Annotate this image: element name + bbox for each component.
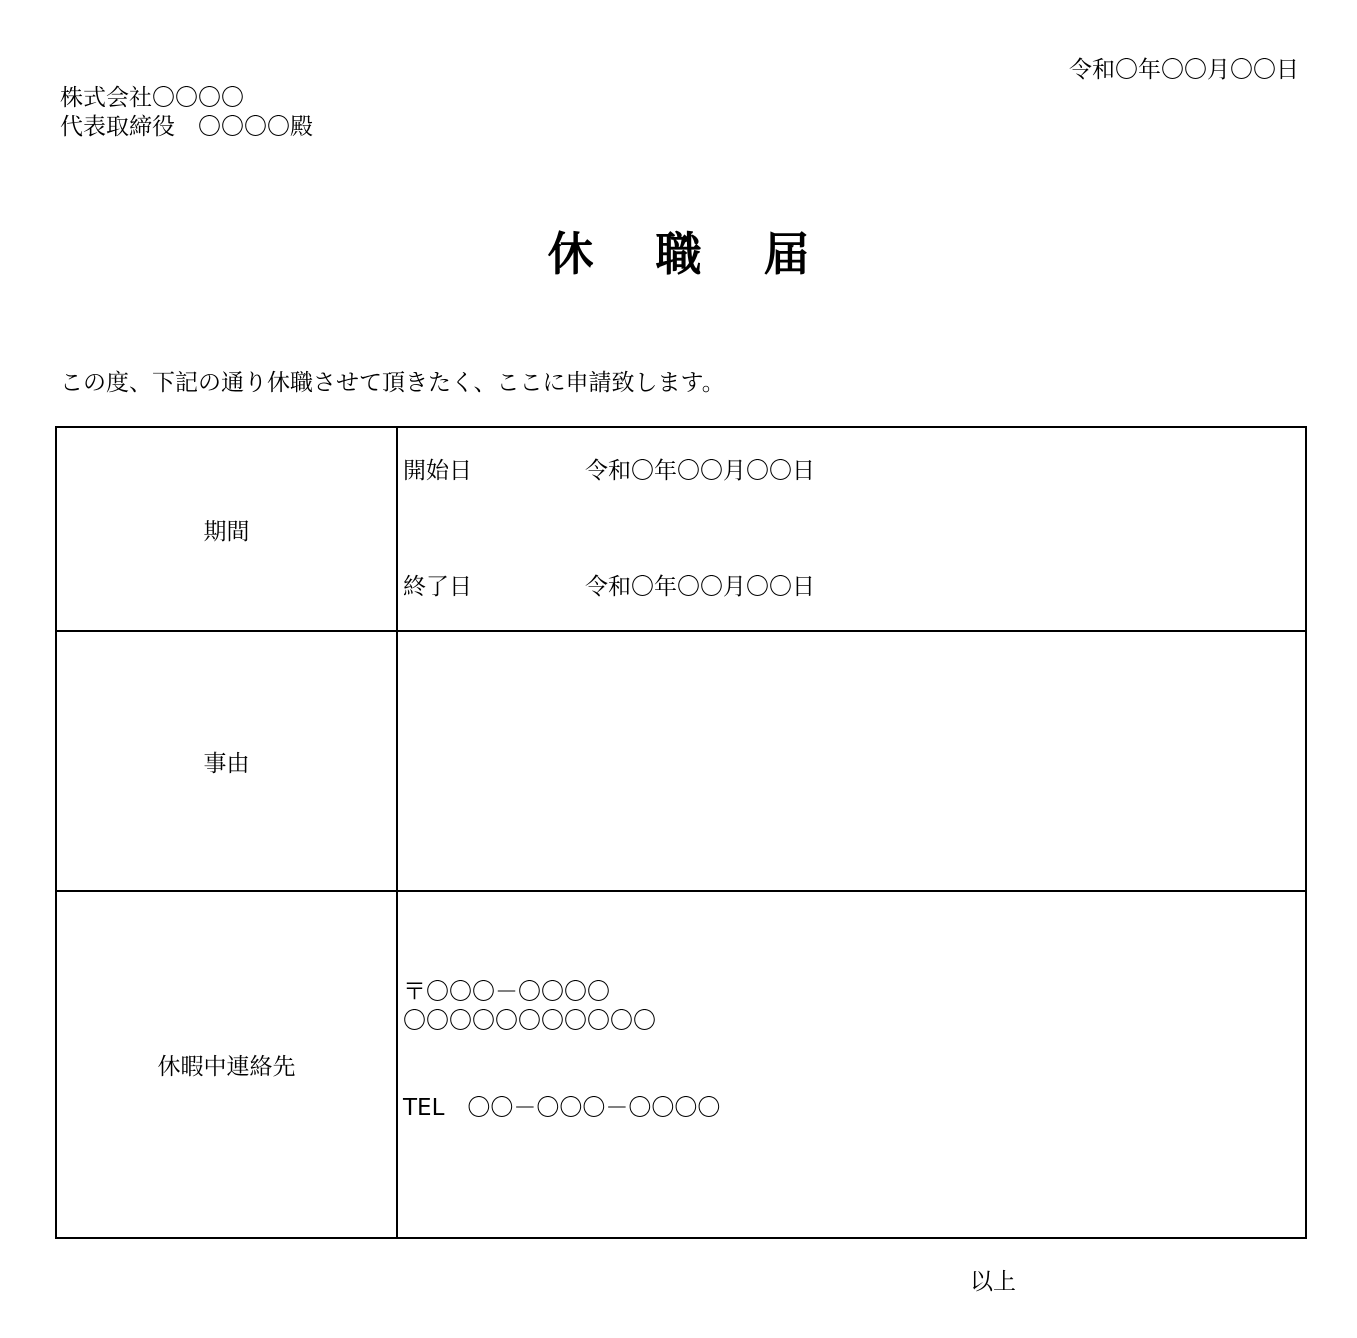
period-label: 期間 (57, 428, 398, 630)
end-date-label: 終了日 (403, 574, 472, 600)
reason-label: 事由 (57, 632, 398, 890)
postal-code[interactable]: 〒〇〇〇－〇〇〇〇 (403, 979, 610, 1005)
table-row-reason (57, 632, 1305, 892)
addressee-company: 株式会社〇〇〇〇 (60, 85, 244, 111)
period-value-cell[interactable] (398, 428, 1305, 630)
closing-text: 以上 (970, 1269, 1016, 1295)
start-date-value[interactable]: 令和〇年〇〇月〇〇日 (585, 458, 815, 484)
table-row-period (57, 428, 1305, 632)
leave-form-table (55, 426, 1307, 1239)
start-date-label: 開始日 (403, 458, 472, 484)
intro-text: この度、下記の通り休職させて頂きたく、ここに申請致します。 (60, 370, 725, 396)
reason-value-cell[interactable] (398, 632, 1305, 890)
addressee-block (60, 84, 313, 142)
table-row-contact (57, 892, 1305, 1237)
end-date-value[interactable]: 令和〇年〇〇月〇〇日 (585, 574, 815, 600)
contact-address[interactable]: 〇〇〇〇〇〇〇〇〇〇〇 (403, 1008, 656, 1034)
addressee-person: 代表取締役 〇〇〇〇殿 (60, 114, 313, 140)
submission-date: 令和〇年〇〇月〇〇日 (1069, 57, 1299, 83)
contact-value-cell[interactable] (398, 892, 1305, 1237)
document-title: 休職届 (547, 227, 872, 281)
contact-tel[interactable]: TEL 〇〇－〇〇〇－〇〇〇〇 (403, 1095, 721, 1121)
contact-label: 休暇中連絡先 (57, 892, 398, 1237)
